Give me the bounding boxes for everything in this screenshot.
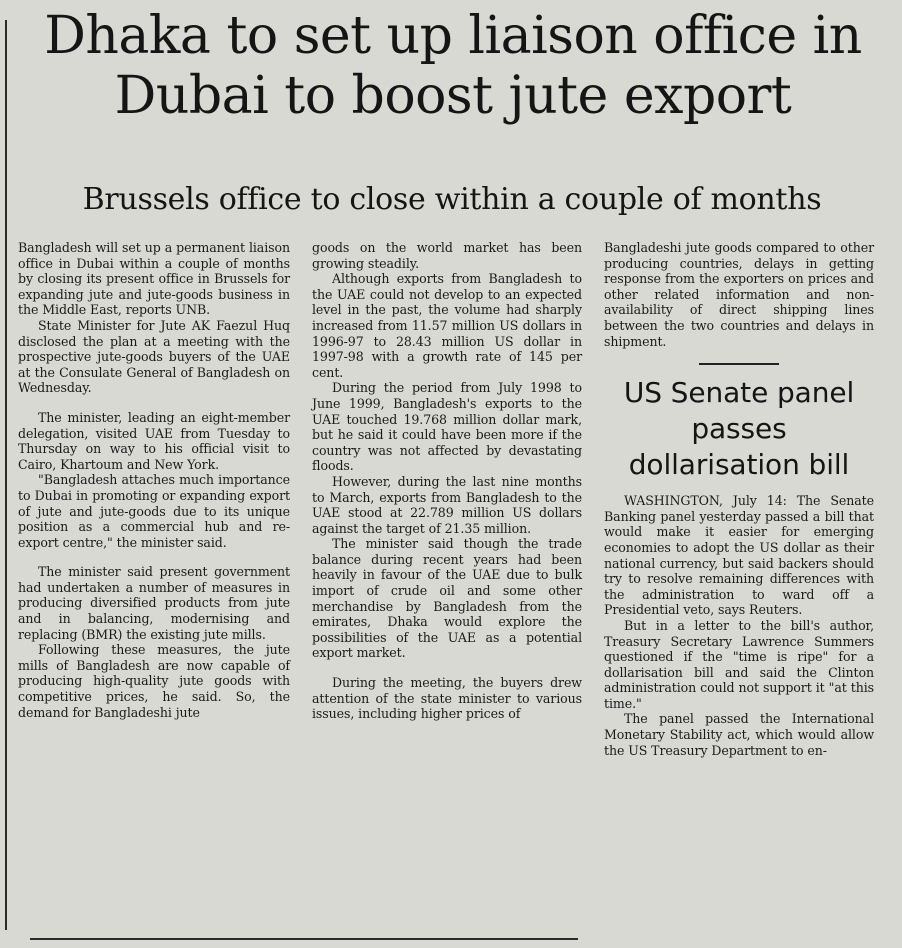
article-paragraph: During the period from July 1998 to June 1999, Bangladesh's exports to the UAE touched 19.768 million dollar mark, but he said it could have been more if the country was not affected by devastating floods.	[312, 380, 582, 474]
article-paragraph: During the meeting, the buyers drew attention of the state minister to various issues, including higher prices of	[312, 675, 582, 722]
bottom-rule	[30, 938, 578, 940]
article-column-3	[604, 240, 874, 758]
article-paragraph: However, during the last nine months to March, exports from Bangladesh to the UAE stood at 22.789 million US dollars against the target of 21.35 million.	[312, 473, 582, 536]
article-paragraph: Although exports from Bangladesh to the UAE could not develop to an expected level in the past, the volume had sharply increased from 11.57 million US dollars in 1996-97 to 28.43 million US dollar in 1997-98 with a growth rate of 145 per cent.	[312, 271, 582, 380]
sidebar-headline: US Senate panel passes dollarisation bill	[623, 376, 855, 482]
sidebar-paragraph: But in a letter to the bill's author, Treasury Secretary Lawrence Summers questioned if the "time is ripe" for a dollarisation bill and said the Clinton administration could not support it "at this time."	[604, 617, 874, 711]
sidebar-paragraph: The panel passed the International Monetary Stability act, which would allow the US Treasury Department to en-	[604, 711, 874, 758]
sidebar-divider	[699, 363, 779, 365]
article-paragraph: Following these measures, the jute mills of Bangladesh are now capable of producing high-quality jute goods with competitive prices, he said. So, the demand for Bangladeshi jute	[18, 642, 290, 720]
article-paragraph: goods on the world market has been growing steadily.	[312, 240, 582, 271]
article-column-1	[18, 240, 290, 720]
article-column-2	[312, 240, 582, 722]
article-paragraph: Bangladesh will set up a permanent liaison office in Dubai within a couple of months by closing its present office in Brussels for expanding jute and jute-goods business in the Middle East, reports UNB.	[18, 240, 290, 318]
article-subhead: Brussels office to close within a couple of months	[82, 182, 822, 217]
article-paragraph: The minister said though the trade balance during recent years had been heavily in favour of the UAE due to bulk import of crude oil and some other merchandise by Bangladesh from the emirates, Dhaka would explore the possibilities of the UAE as a potential export market.	[312, 536, 582, 661]
article-paragraph: "Bangladesh attaches much importance to Dubai in promoting or expanding export of jute and jute-goods due to its unique position as a commercial hub and re-export centre," the minister said.	[18, 472, 290, 550]
article-paragraph: State Minister for Jute AK Faezul Huq disclosed the plan at a meeting with the prospective jute-goods buyers of the UAE at the Consulate General of Bangladesh on Wednesday.	[18, 317, 290, 396]
sidebar-paragraph: WASHINGTON, July 14: The Senate Banking panel yesterday passed a bill that would make it easier for emerging economies to adopt the US dollar as their national currency, but said backers should try to resolve remaining differences with the administration to ward off a Presidential veto, says Reuters.	[604, 493, 874, 618]
article-paragraph: Bangladeshi jute goods compared to other producing countries, delays in getting response from the exporters on prices and other related information and non-availability of direct shipping lines between the two countries and delays in shipment.	[604, 240, 874, 349]
article-paragraph: The minister said present government had undertaken a number of measures in producing diversified products from jute and in balancing, modernising and replacing (BMR) the existing jute mills.	[18, 564, 290, 642]
article-paragraph: The minister, leading an eight-member delegation, visited UAE from Tuesday to Thursday on way to his official visit to Cairo, Khartoum and New York.	[18, 409, 290, 472]
article-headline: Dhaka to set up liaison office in Dubai to boost jute export	[44, 6, 862, 126]
column-rule-left	[5, 20, 7, 930]
